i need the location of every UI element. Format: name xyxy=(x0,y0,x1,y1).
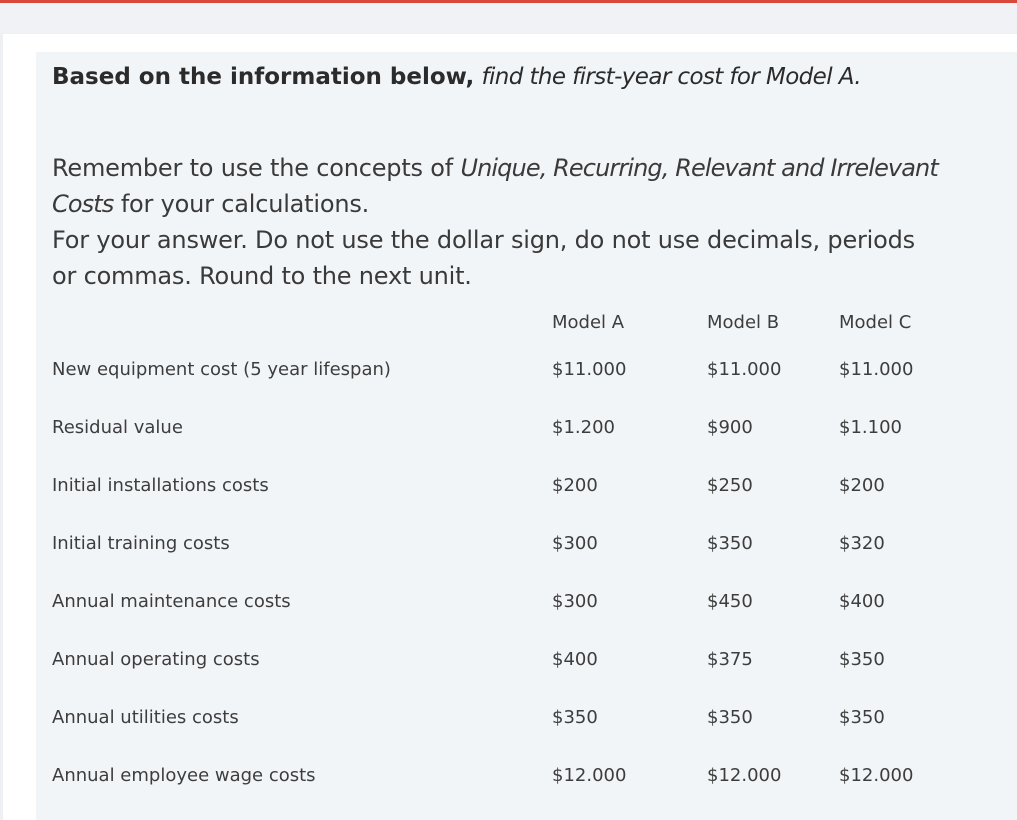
cell-model-b: $450 xyxy=(707,590,753,612)
cell-model-a: $350 xyxy=(552,706,598,728)
table-row xyxy=(52,514,989,572)
cell-model-c: $400 xyxy=(839,590,885,612)
column-header-model-c: Model C xyxy=(839,311,912,333)
cell-model-c: $1.100 xyxy=(839,416,902,438)
row-label: Annual employee wage costs xyxy=(52,764,316,786)
instructions xyxy=(52,150,1007,294)
row-label: New equipment cost (5 year lifespan) xyxy=(52,358,391,380)
cell-model-b: $250 xyxy=(707,474,753,496)
instruction-line-3: For your answer. Do not use the dollar sign, do not use decimals, periods xyxy=(52,226,915,254)
row-label: Initial installations costs xyxy=(52,474,269,496)
cell-model-c: $350 xyxy=(839,706,885,728)
row-label: Annual utilities costs xyxy=(52,706,239,728)
instruction-line-1 xyxy=(52,150,1007,186)
cell-model-a: $1.200 xyxy=(552,416,615,438)
cell-model-b: $11.000 xyxy=(707,358,782,380)
cell-model-b: $350 xyxy=(707,706,753,728)
table-header-row xyxy=(52,304,989,340)
cell-model-a: $12.000 xyxy=(552,764,627,786)
cell-model-b: $375 xyxy=(707,648,753,670)
cell-model-b: $350 xyxy=(707,532,753,554)
cell-model-c: $12.000 xyxy=(839,764,914,786)
cell-model-a: $400 xyxy=(552,648,598,670)
cost-table xyxy=(52,304,989,804)
top-band xyxy=(0,3,1017,33)
instruction-line-4: or commas. Round to the next unit. xyxy=(52,262,472,290)
table-row xyxy=(52,572,989,630)
row-label: Residual value xyxy=(52,416,183,438)
instruction-line-1-text: Remember to use the concepts of xyxy=(52,154,453,182)
cell-model-a: $11.000 xyxy=(552,358,627,380)
row-label: Initial training costs xyxy=(52,532,230,554)
header-empty-cell xyxy=(52,304,552,340)
cell-model-c: $320 xyxy=(839,532,885,554)
cell-model-a: $200 xyxy=(552,474,598,496)
table-row xyxy=(52,630,989,688)
row-label: Annual maintenance costs xyxy=(52,590,291,612)
question-heading xyxy=(52,62,992,92)
cell-model-c: $350 xyxy=(839,648,885,670)
table-row xyxy=(52,398,989,456)
instruction-line-2 xyxy=(52,186,1007,222)
instruction-line-2-text: for your calculations. xyxy=(120,190,370,218)
cell-model-b: $900 xyxy=(707,416,753,438)
table-row xyxy=(52,688,989,746)
cell-model-b: $12.000 xyxy=(707,764,782,786)
cell-model-a: $300 xyxy=(552,532,598,554)
heading-bold-text: Based on the information below, xyxy=(52,64,475,90)
heading-italic-text: find the first-year cost for Model A. xyxy=(481,64,862,90)
instruction-line-1-italic: Unique, Recurring, Relevant and Irrelevant xyxy=(460,154,938,182)
cell-model-c: $200 xyxy=(839,474,885,496)
cell-model-a: $300 xyxy=(552,590,598,612)
column-header-model-a: Model A xyxy=(552,311,625,333)
table-row xyxy=(52,340,989,398)
instruction-line-2-italic: Costs xyxy=(52,190,114,218)
question-panel xyxy=(36,52,1017,820)
table-row xyxy=(52,746,989,804)
cell-model-c: $11.000 xyxy=(839,358,914,380)
column-header-model-b: Model B xyxy=(707,311,780,333)
table-row xyxy=(52,456,989,514)
row-label: Annual operating costs xyxy=(52,648,260,670)
